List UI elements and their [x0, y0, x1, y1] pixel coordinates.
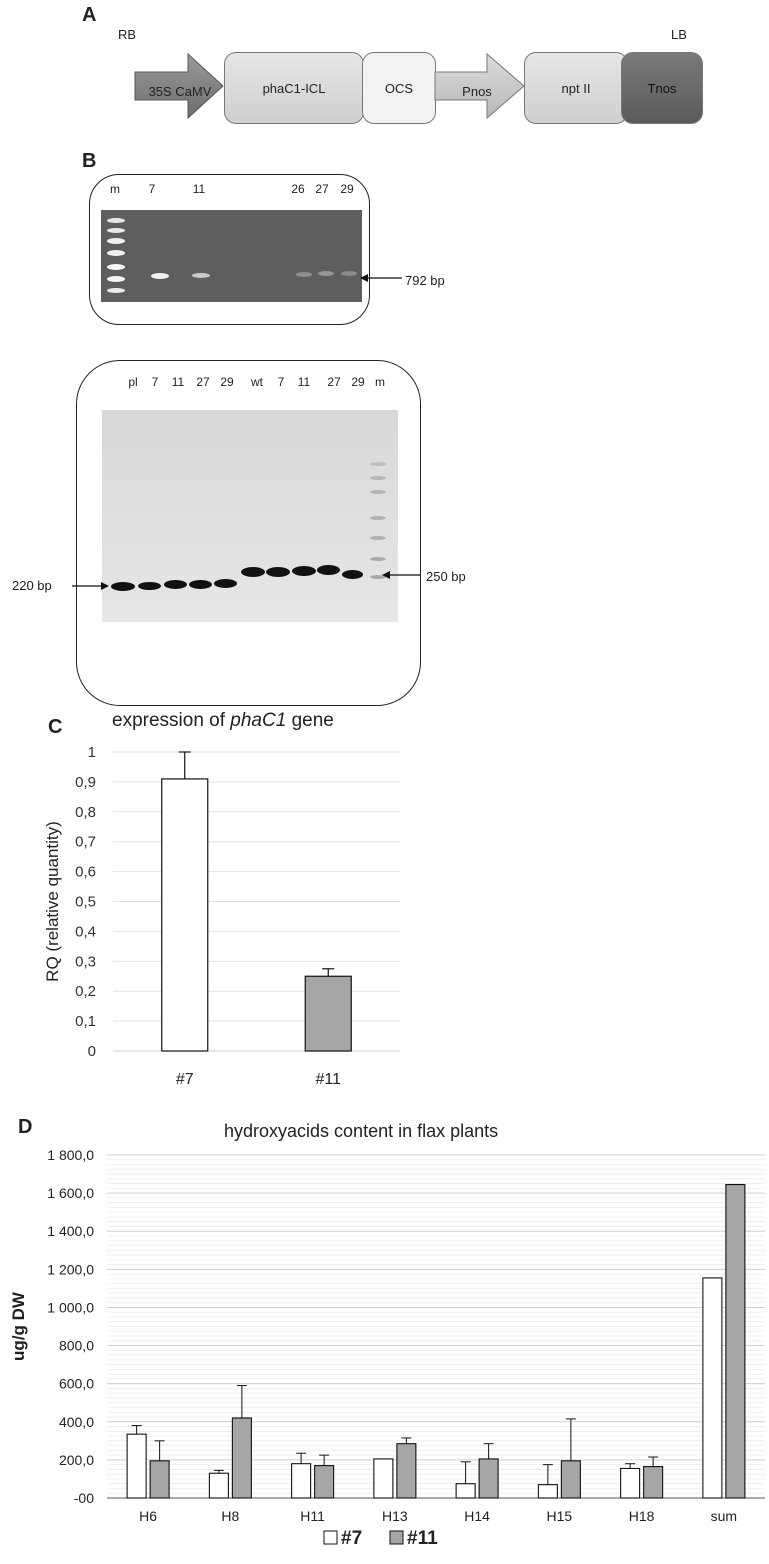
bar — [232, 1418, 251, 1498]
y-axis-label: RQ (relative quantity) — [43, 821, 62, 982]
element-35s-camv: 35S CaMV — [148, 84, 212, 99]
gel2-lane-label: pl — [128, 375, 138, 389]
y-tick-label: 0,1 — [75, 1013, 96, 1031]
gel1-lane-label: 27 — [315, 182, 329, 196]
gel2-bp-left: 220 bp — [12, 578, 52, 593]
gel1-lane-label: 11 — [192, 182, 206, 196]
gel2-bp-right: 250 bp — [426, 569, 466, 584]
y-tick-label: 200,0 — [58, 1451, 94, 1468]
bar — [538, 1485, 557, 1498]
bar — [209, 1473, 228, 1498]
panel-a-letter: A — [82, 4, 97, 26]
gel1-band-29 — [341, 271, 357, 276]
panel-b-letter: B — [82, 150, 97, 172]
bar — [703, 1278, 722, 1498]
chart-c-svg — [0, 735, 450, 1095]
gel2-lane-label: m — [375, 375, 385, 389]
gel2-band-7 — [138, 582, 161, 590]
element-phac1-icl: phaC1-ICL — [224, 52, 364, 124]
x-tick-label: H15 — [546, 1508, 573, 1524]
gel2-band-27 — [189, 580, 212, 589]
bar — [162, 779, 208, 1051]
bar — [127, 1434, 146, 1498]
bar — [644, 1467, 663, 1498]
bar — [561, 1461, 580, 1498]
gel1-band-11 — [192, 273, 210, 278]
gel1-band-27 — [318, 271, 334, 276]
y-tick-label: 400,0 — [58, 1413, 94, 1430]
x-tick-label: #11 — [315, 1071, 342, 1088]
bar — [374, 1459, 393, 1498]
legend-label: #7 — [341, 1528, 363, 1549]
y-tick-label: 1 000,0 — [47, 1299, 94, 1316]
y-tick-label: 1 200,0 — [47, 1261, 94, 1278]
x-tick-label: H13 — [382, 1508, 408, 1524]
y-tick-label: 0,6 — [75, 863, 96, 881]
bar — [456, 1484, 475, 1498]
y-tick-label: 0 — [87, 1043, 96, 1060]
x-tick-label: H18 — [628, 1508, 655, 1524]
gel1-ladder-band — [107, 276, 125, 282]
bar — [397, 1444, 416, 1498]
y-tick-label: 0,3 — [75, 953, 96, 971]
gel1-ladder-band — [107, 264, 125, 270]
gel1-ladder-band — [107, 238, 125, 244]
gel2-lane-label: 7 — [277, 375, 285, 389]
bar — [292, 1464, 311, 1498]
y-tick-label: 0,4 — [75, 923, 96, 941]
gel2-ladder-band — [370, 462, 386, 466]
y-axis-label: ug/g DW — [9, 1292, 28, 1361]
arrow-250-icon — [382, 569, 422, 581]
gel1-ladder-band — [107, 250, 125, 256]
chart-c-title: expression of phaC1 gene — [112, 710, 334, 731]
y-tick-label: 0,2 — [75, 983, 96, 1001]
arrow-220-icon — [70, 580, 110, 592]
gel2-ladder-band — [370, 516, 386, 520]
x-tick-label: sum — [710, 1508, 738, 1524]
gel2-ladder-band — [370, 476, 386, 480]
gel2-lane-label: 29 — [220, 375, 234, 389]
gel2-lane-label: 27 — [327, 375, 341, 389]
gel2-band-29 — [214, 579, 237, 588]
legend-swatch — [324, 1531, 337, 1544]
gel1-image — [101, 210, 362, 302]
gel2-band-27b — [317, 565, 340, 575]
x-tick-label: H14 — [464, 1508, 490, 1524]
gel2-ladder-band — [370, 536, 386, 540]
gel1-band-7 — [151, 273, 169, 279]
y-tick-label: -00 — [73, 1490, 94, 1506]
y-tick-label: 0,7 — [75, 833, 96, 851]
y-tick-label: 600,0 — [58, 1375, 94, 1392]
y-tick-label: 1 — [87, 744, 96, 761]
bar — [150, 1461, 169, 1498]
gel2-ladder-band — [370, 557, 386, 561]
gel2-lane-label: 27 — [196, 375, 210, 389]
gel1-lane-label: 7 — [148, 182, 156, 196]
gel2-ladder-band — [370, 490, 386, 494]
gel2-lane-label: wt — [251, 375, 263, 389]
x-tick-label: H6 — [139, 1508, 158, 1524]
chart-d-title: hydroxyacids content in flax plants — [224, 1121, 499, 1141]
gel1-ladder-band — [107, 218, 125, 223]
y-tick-label: 0,9 — [75, 773, 96, 791]
gel1-ladder-band — [107, 288, 125, 293]
lb-label: LB — [671, 27, 687, 42]
x-tick-label: H11 — [300, 1508, 325, 1524]
gel2-band-29b — [342, 570, 363, 579]
y-tick-label: 1 800,0 — [47, 1147, 94, 1163]
gel2-lane-label: 29 — [351, 375, 365, 389]
element-tnos: Tnos — [621, 52, 703, 124]
panel-d-letter: D — [18, 1116, 33, 1138]
gel2-band-pl — [111, 582, 135, 591]
panel-c-letter: C — [48, 716, 63, 738]
x-tick-label: #7 — [175, 1071, 194, 1088]
legend-label: #11 — [407, 1528, 438, 1549]
gel1-band-26 — [296, 272, 312, 277]
gel2-lane-label: 11 — [171, 375, 185, 389]
chart-d-svg — [0, 1140, 769, 1564]
y-tick-label: 800,0 — [58, 1337, 94, 1354]
y-tick-label: 0,8 — [75, 803, 96, 821]
gel1-lane-label: 26 — [291, 182, 305, 196]
gel2-lane-label: 7 — [151, 375, 159, 389]
bar — [726, 1185, 745, 1498]
gel2-image — [102, 410, 398, 622]
y-tick-label: 0,5 — [75, 893, 96, 911]
y-tick-label: 1 400,0 — [47, 1223, 94, 1240]
gel1-lane-label: m — [110, 182, 120, 196]
element-nptii: npt II — [524, 52, 628, 124]
y-tick-label: 1 600,0 — [47, 1185, 94, 1202]
arrow-792-icon — [360, 272, 405, 284]
gel2-lane-label: 11 — [297, 375, 311, 389]
element-ocs: OCS — [362, 52, 436, 124]
gel2-band-11 — [164, 580, 187, 589]
gel1-bp-label: 792 bp — [405, 273, 445, 288]
gel2-band-7b — [266, 567, 290, 577]
bar — [315, 1466, 334, 1498]
bar — [305, 976, 351, 1051]
bar — [479, 1459, 498, 1498]
bar — [621, 1468, 640, 1498]
gel1-ladder-band — [107, 228, 125, 233]
element-pnos: Pnos — [462, 84, 492, 99]
gel2-band-11b — [292, 566, 316, 576]
rb-label: RB — [118, 27, 137, 42]
gel2-band-wt — [241, 567, 265, 577]
gel1-lane-label: 29 — [340, 182, 354, 196]
legend-swatch — [390, 1531, 403, 1544]
x-tick-label: H8 — [221, 1508, 240, 1524]
